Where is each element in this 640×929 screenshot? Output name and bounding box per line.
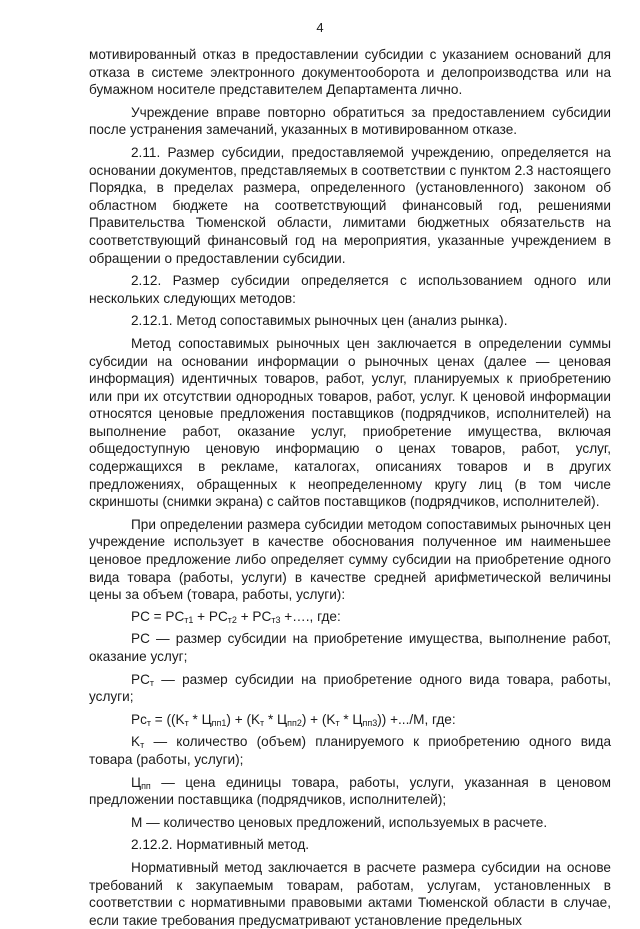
paragraph-reapply: Учреждение вправе повторно обратиться за предоставлением субсидии после устранения замечаний, указанных в мотивированном отказе. xyxy=(89,104,611,138)
heading-2-12-2: 2.12.2. Нормативный метод. xyxy=(131,837,310,853)
paragraph-2-12: 2.12. Размер субсидии определяется с использованием одного или нескольких следующих методов: xyxy=(89,273,611,306)
definition-m: M — количество ценовых предложений, используемых в расчете. xyxy=(131,814,548,830)
heading-2-12-1: 2.12.1. Метод сопоставимых рыночных цен (анализ рынка). xyxy=(131,313,508,329)
paragraph-2-11: 2.11. Размер субсидии, предоставляемой учреждению, определяется на основании документов, представляемых в соответствии с пунктом 2.3 настоящего Порядка, в пределах размера, определенного (установленного) законом об областном бюджете на соответствующий финансовый год, решениями Правительства Тюменской области, лимитами бюджетных обязательств на соответствующий финансовый год на мероприятия, указанные учреждением в обращении о предоставлении субсидии. xyxy=(89,144,611,266)
paragraph-normative-method: Нормативный метод заключается в расчете размера субсидии на основе требований к закупаемым товарам, работам, услугам, установленных в соответствии с нормативными правовыми актами Тюменской области в случае, если такие требования предусматривают установление предельных xyxy=(89,859,611,928)
page-number: 4 xyxy=(316,20,324,35)
definition-pct: $PC_т$ — размер субсидии на приобретение одного вида товара, работы, услуги; xyxy=(89,671,611,705)
paragraph-determination: При определении размера субсидии методом сопоставимых рыночных цен учреждение использует в качестве обоснования полученное им наименьшее ценовое предложение либо определяет сумму субсидии на приобретение одного вида товара (работы, услуги) в качестве средней арифметической величины цены за объем (товара, работы, услуги): xyxy=(89,516,611,603)
paragraph-market-method: Метод сопоставимых рыночных цен заключается в определении суммы субсидии на основании информации о рыночных ценах (далее — ценовая информация) идентичных товаров, работ, услуг, планируемых к приобретению или при их отсутствии однородных товаров, работ, услуг. К ценовой информации относятся ценовые предложения поставщиков (подрядчиков, исполнителей) на выполнение работ, оказание услуг, приобретение имущества, включая общедоступную ценовую информацию о ценах товаров, работ, услуг, содержащихся в рекламе, каталогах, описаниях товаров и в других предложениях, обращенных к неопределенному кругу лиц (в том числе скриншоты (снимки экрана) с сайтов поставщиков (подрядчиков, исполнителей). xyxy=(89,335,611,510)
paragraph-refusal: мотивированный отказ в предоставлении субсидии с указанием оснований для отказа в системе электронного документооборота и делопроизводства или на бумажном носителе представителем Департамента лично. xyxy=(89,47,611,98)
formula-total: PC = $PC_{т1} + PC_{т2} + PC_{т3}$ +…., где: xyxy=(131,608,341,625)
formula-average: $Pc_т = ((K_т * Ц_{пп1}) + (K_т * Ц_{пп2}) + (K_т * Ц_{пп3})) +.../M$, где: xyxy=(131,711,456,728)
definition-pc: PC — размер субсидии на приобретение имущества, выполнение работ, оказание услуг; xyxy=(89,631,611,664)
definition-cpp: $Ц_{пп}$ — цена единицы товара, работы, услуги, указанная в ценовом предложении поставщика (подрядчиков, исполнителей); xyxy=(89,774,611,808)
definition-kt: $K_т$ — количество (объем) планируемого к приобретению одного вида товара (работы, услуги); xyxy=(89,734,612,767)
document-body xyxy=(89,46,611,929)
